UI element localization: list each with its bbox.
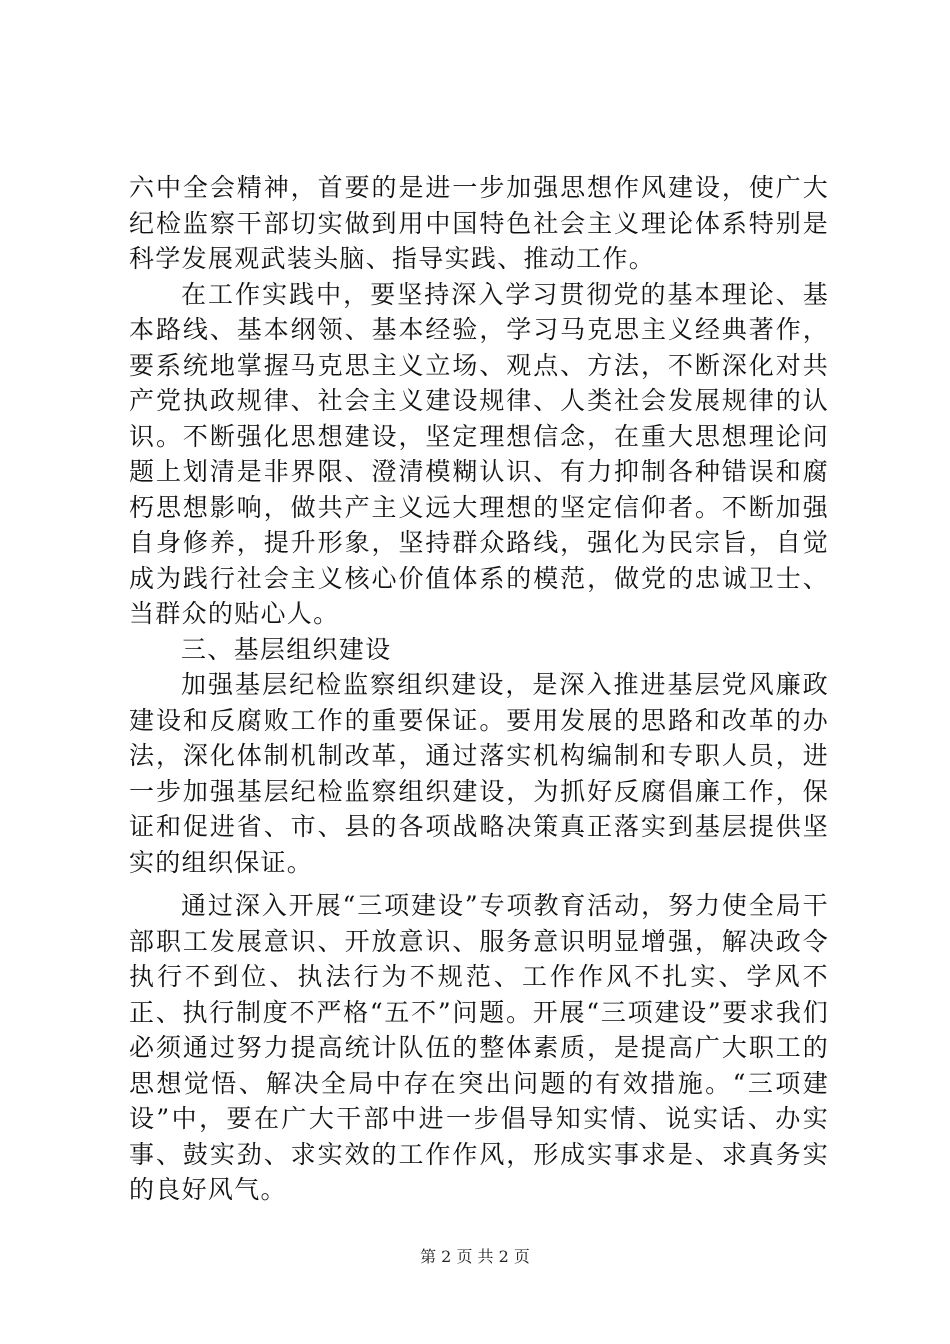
paragraph-grassroots-organization: 加强基层纪检监察组织建设，是深入推进基层党风廉政建设和反腐败工作的重要保证。要用发展的思路和改革的办法，深化体制机制改革，通过落实机构编制和专职人员，进一步加强基层纪检监察组织建设，为抓好反腐倡廉工作，保证和促进省、市、县的各项战略决策真正落实到基层提供坚实的组织保证。	[129, 670, 829, 877]
section-heading-grassroots: 三、基层组织建设	[181, 634, 392, 664]
page-footer	[0, 1244, 950, 1267]
document-body	[129, 170, 829, 1208]
paragraph-three-constructions: 通过深入开展“三项建设”专项教育活动，努力使全局干部职工发展意识、开放意识、服务意识明显增强，解决政令执行不到位、执法行为不规范、工作作风不扎实、学风不正、执行制度不严格“五不”问题。开展“三项建设”要求我们必须通过努力提高统计队伍的整体素质，是提高广大职工的思想觉悟、解决全局中存在突出问题的有效措施。“三项建设”中，要在广大干部中进一步倡导知实情、说实话、办实事、鼓实劲、求实效的工作作风，形成实事求是、求真务实的良好风气。	[129, 891, 829, 1204]
paragraph-continuation: 六中全会精神，首要的是进一步加强思想作风建设，使广大纪检监察干部切实做到用中国特色社会主义理论体系特别是科学发展观武装头脑、指导实践、推动工作。	[129, 173, 829, 273]
paragraph-work-practice: 在工作实践中，要坚持深入学习贯彻党的基本理论、基本路线、基本纲领、基本经验，学习马克思主义经典著作，要系统地掌握马克思主义立场、观点、方法，不断深化对共产党执政规律、社会主义建设规律、人类社会发展规律的认识。不断强化思想建设，坚定理想信念，在重大思想理论问题上划清是非界限、澄清模糊认识、有力抑制各种错误和腐朽思想影响，做共产主义远大理想的坚定信仰者。不断加强自身修养，提升形象，坚持群众路线，强化为民宗旨，自觉成为践行社会主义核心价值体系的模范，做党的忠诚卫士、当群众的贴心人。	[129, 279, 829, 628]
page-number-label: 第 2 页 共 2 页	[420, 1247, 530, 1266]
